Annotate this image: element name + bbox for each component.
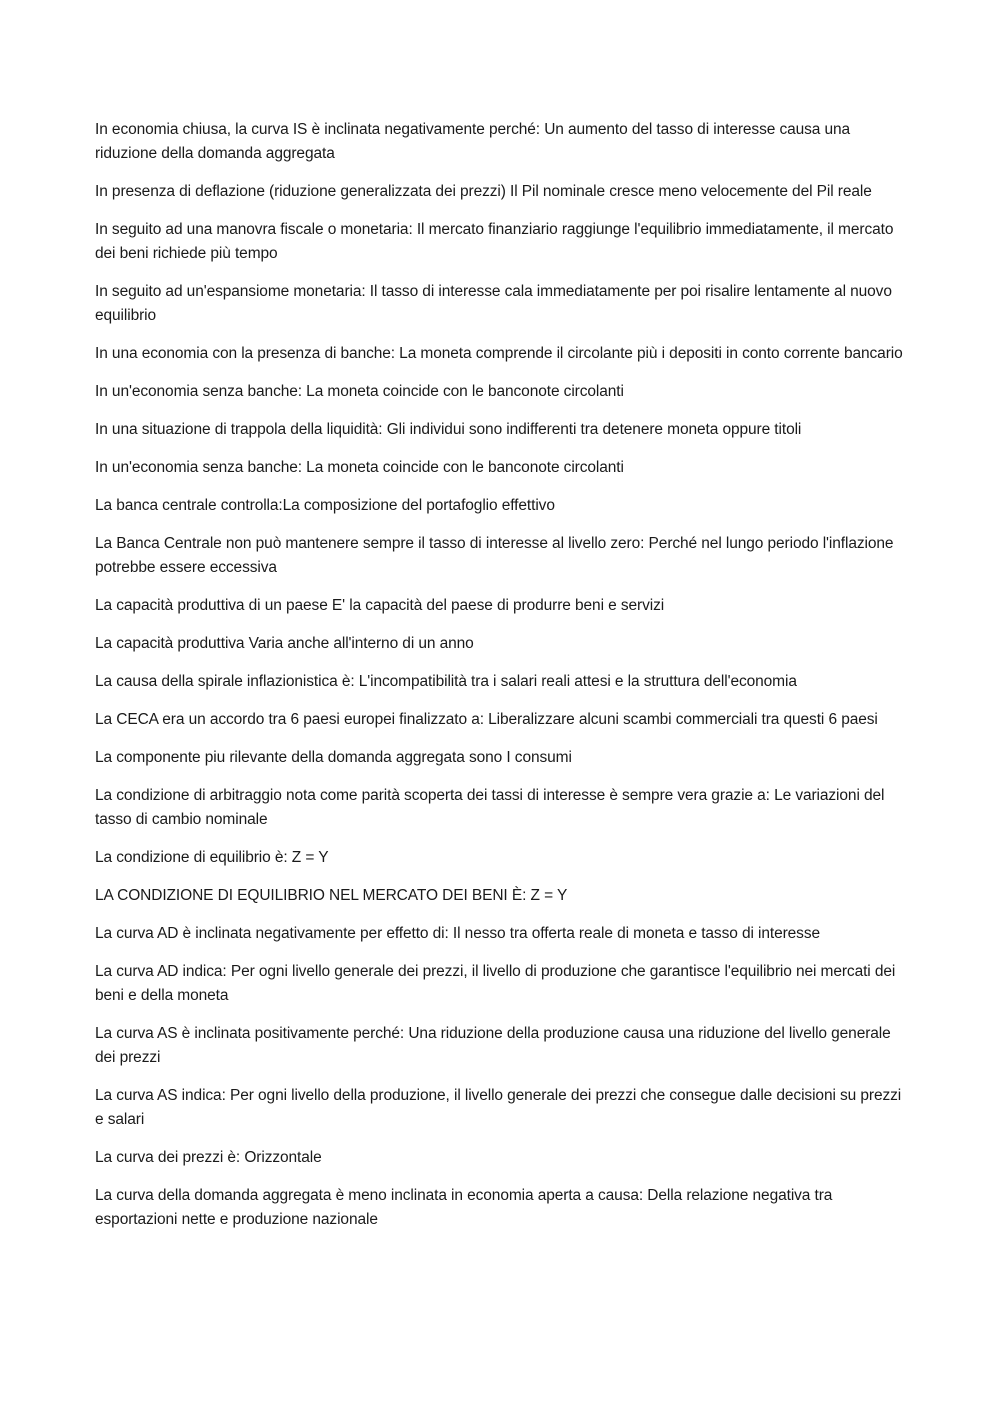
paragraph: In seguito ad un'espansiome monetaria: Il tasso di interesse cala immediatamente per poi risalire lentamente al nuovo equilibrio (95, 283, 892, 324)
paragraph: La Banca Centrale non può mantenere sempre il tasso di interesse al livello zero: Perché nel lungo periodo l'inflazione potrebbe essere eccessiva (95, 535, 894, 576)
paragraph: La curva AD indica: Per ogni livello generale dei prezzi, il livello di produzione che garantisce l'equilibrio nei mercati dei beni e della moneta (95, 963, 896, 1004)
paragraph: La curva AS indica: Per ogni livello della produzione, il livello generale dei prezzi che consegue dalle decisioni su prezzi e salari (95, 1087, 902, 1128)
paragraph: In un'economia senza banche: La moneta coincide con le banconote circolanti (95, 383, 624, 400)
paragraph: La capacità produttiva Varia anche all'interno di un anno (95, 635, 474, 652)
paragraph: La causa della spirale inflazionistica è: L'incompatibilità tra i salari reali attesi e la struttura dell'economia (95, 673, 797, 690)
document-page (95, 118, 910, 1246)
paragraph: In presenza di deflazione (riduzione generalizzata dei prezzi) Il Pil nominale cresce meno velocemente del Pil reale (95, 183, 872, 200)
paragraph: La componente piu rilevante della domanda aggregata sono I consumi (95, 749, 572, 766)
paragraph: In economia chiusa, la curva IS è inclinata negativamente perché: Un aumento del tasso di interesse causa una riduzione della domanda aggregata (95, 121, 851, 162)
paragraph: La condizione di arbitraggio nota come parità scoperta dei tassi di interesse è sempre vera grazie a: Le variazioni del tasso di cambio nominale (95, 787, 885, 828)
paragraph: La CECA era un accordo tra 6 paesi europei finalizzato a: Liberalizzare alcuni scambi commerciali tra questi 6 paesi (95, 711, 878, 728)
paragraph: In una economia con la presenza di banche: La moneta comprende il circolante più i depositi in conto corrente bancario (95, 345, 903, 362)
paragraph: In una situazione di trappola della liquidità: Gli individui sono indifferenti tra detenere moneta oppure titoli (95, 421, 802, 438)
paragraph: La curva AD è inclinata negativamente per effetto di: Il nesso tra offerta reale di moneta e tasso di interesse (95, 925, 821, 942)
paragraph: La banca centrale controlla:La composizione del portafoglio effettivo (95, 497, 555, 514)
paragraph: In seguito ad una manovra fiscale o monetaria: Il mercato finanziario raggiunge l'equilibrio immediatamente, il mercato dei beni richiede più tempo (95, 221, 894, 262)
paragraph: LA CONDIZIONE DI EQUILIBRIO NEL MERCATO DEI BENI È: Z = Y (95, 887, 568, 904)
paragraph: La capacità produttiva di un paese E' la capacità del paese di produrre beni e servizi (95, 597, 665, 614)
paragraph: La curva AS è inclinata positivamente perché: Una riduzione della produzione causa una riduzione del livello generale dei prezzi (95, 1025, 891, 1066)
paragraph: La curva della domanda aggregata è meno inclinata in economia aperta a causa: Della relazione negativa tra esportazioni nette e produzione nazionale (95, 1187, 833, 1228)
paragraph: La curva dei prezzi è: Orizzontale (95, 1149, 322, 1166)
paragraph: La condizione di equilibrio è: Z = Y (95, 849, 329, 866)
paragraph: In un'economia senza banche: La moneta coincide con le banconote circolanti (95, 459, 624, 476)
